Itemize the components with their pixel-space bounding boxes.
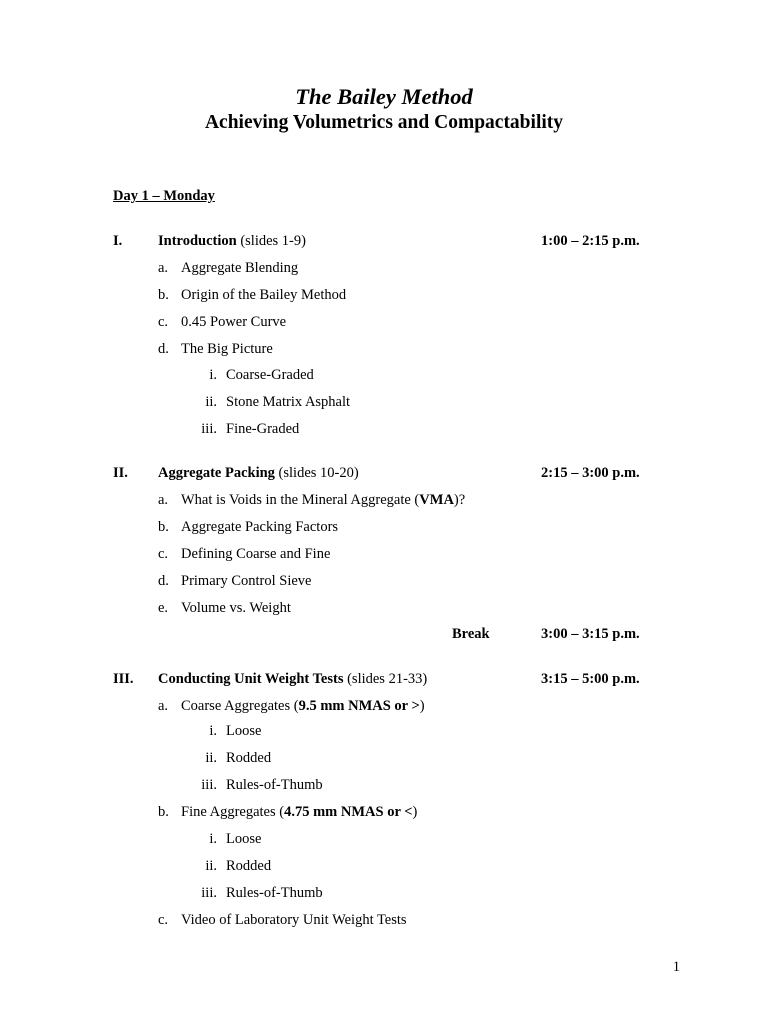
break-label: Break <box>452 626 490 642</box>
item-marker: c. <box>158 546 169 562</box>
item-text: )? <box>453 492 466 508</box>
subitem-marker: ii. <box>205 750 217 766</box>
item-text: Coarse Aggregates ( <box>181 698 299 714</box>
item-text: ) <box>419 698 425 714</box>
section-numeral: II. <box>113 465 128 481</box>
section-time: 1:00 – 2:15 p.m. <box>541 233 640 249</box>
section-numeral: III. <box>113 671 134 687</box>
list-subitem: Rules-of-Thumb <box>226 777 323 793</box>
item-marker: b. <box>158 804 169 820</box>
list-subitem: Loose <box>226 831 262 847</box>
section-slides: (slides 21-33) <box>343 671 428 687</box>
item-marker: c. <box>158 912 169 928</box>
section-title-text: Introduction <box>158 233 237 249</box>
list-subitem: Loose <box>226 723 262 739</box>
subitem-marker: iii. <box>201 777 217 793</box>
document-subtitle: Achieving Volumetrics and Compactability <box>204 112 564 133</box>
list-item: 0.45 Power Curve <box>181 314 287 330</box>
item-emphasis: VMA <box>419 492 454 508</box>
list-item: Aggregate Blending <box>181 260 299 276</box>
subitem-marker: i. <box>209 367 217 383</box>
list-item: Defining Coarse and Fine <box>181 546 331 562</box>
item-text: What is Voids in the Mineral Aggregate ( <box>181 492 420 508</box>
section-slides: (slides 1-9) <box>236 233 306 249</box>
section-time: 2:15 – 3:00 p.m. <box>541 465 640 481</box>
section-title <box>158 669 427 689</box>
item-text: Fine Aggregates ( <box>181 804 285 820</box>
list-subitem: Stone Matrix Asphalt <box>226 394 351 410</box>
item-marker: c. <box>158 314 169 330</box>
list-item: Aggregate Packing Factors <box>181 519 339 535</box>
subitem-marker: i. <box>209 723 217 739</box>
subitem-marker: iii. <box>201 421 217 437</box>
subitem-marker: iii. <box>201 885 217 901</box>
page-number: 1 <box>672 959 680 975</box>
list-item: Origin of the Bailey Method <box>181 287 347 303</box>
list-item: Video of Laboratory Unit Weight Tests <box>181 912 407 928</box>
item-marker: a. <box>158 492 169 508</box>
list-item <box>181 490 465 510</box>
list-item <box>181 802 417 822</box>
section-title-text: Aggregate Packing <box>158 465 275 481</box>
item-marker: e. <box>158 600 169 616</box>
subitem-marker: i. <box>209 831 217 847</box>
section-numeral: I. <box>113 233 123 249</box>
subitem-marker: ii. <box>205 858 217 874</box>
break-time: 3:00 – 3:15 p.m. <box>541 626 640 642</box>
section-title-text: Conducting Unit Weight Tests <box>158 671 344 687</box>
item-marker: a. <box>158 698 169 714</box>
document-title: The Bailey Method <box>295 84 473 109</box>
day-heading: Day 1 – Monday <box>113 188 215 204</box>
item-marker: d. <box>158 341 169 357</box>
item-marker: d. <box>158 573 169 589</box>
item-marker: b. <box>158 519 169 535</box>
section-time: 3:15 – 5:00 p.m. <box>541 671 640 687</box>
list-subitem: Rules-of-Thumb <box>226 885 323 901</box>
list-item <box>181 696 425 716</box>
item-marker: b. <box>158 287 169 303</box>
item-emphasis: 9.5 mm NMAS or > <box>298 698 420 714</box>
section-title <box>158 231 306 251</box>
list-item: The Big Picture <box>181 341 273 357</box>
section-title <box>158 463 359 483</box>
list-item: Primary Control Sieve <box>181 573 312 589</box>
list-subitem: Fine-Graded <box>226 421 300 437</box>
subitem-marker: ii. <box>205 394 217 410</box>
list-subitem: Rodded <box>226 858 272 874</box>
list-subitem: Coarse-Graded <box>226 367 314 383</box>
item-emphasis: 4.75 mm NMAS or < <box>284 804 413 820</box>
item-marker: a. <box>158 260 169 276</box>
list-item: Volume vs. Weight <box>181 600 291 616</box>
section-slides: (slides 10-20) <box>274 465 359 481</box>
item-text: ) <box>412 804 418 820</box>
list-subitem: Rodded <box>226 750 272 766</box>
